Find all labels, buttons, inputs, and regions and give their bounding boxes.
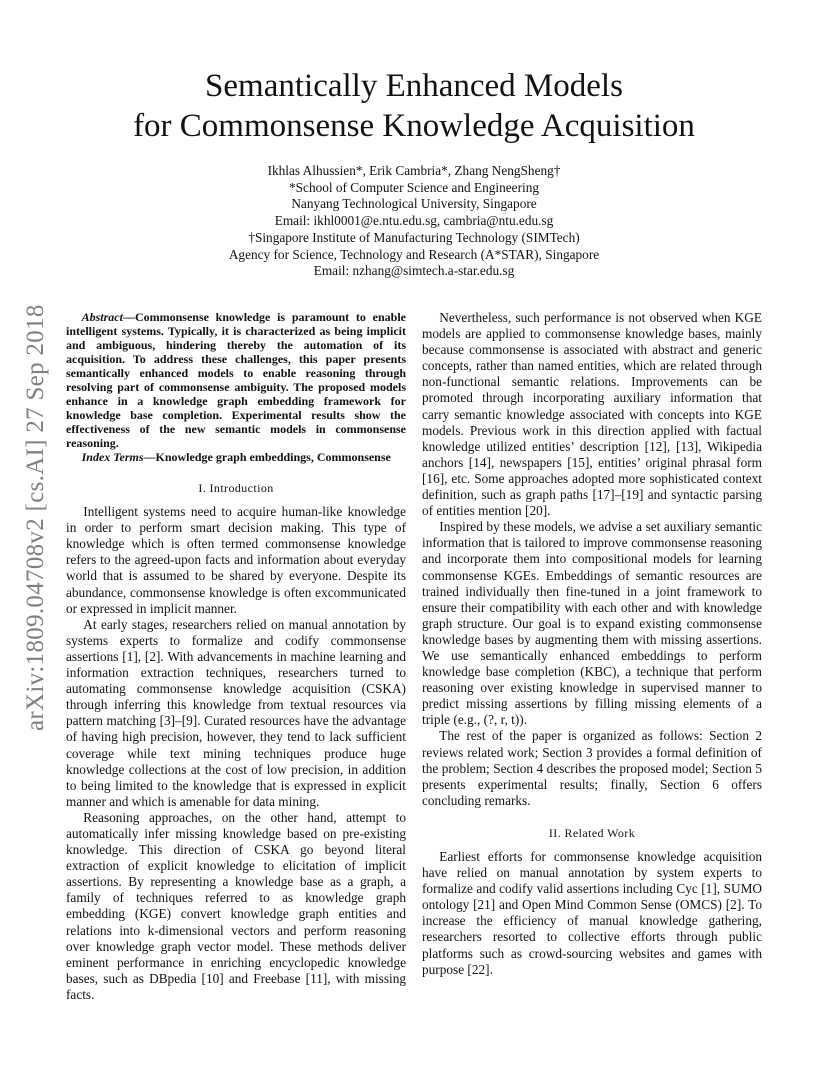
- paragraph: At early stages, researchers relied on manual annotation by systems experts to formalize and codify commonsense assertions [1], [2]. With advancements in machine learning and information extraction techniques, researchers turned to automating commonsense knowledge acquisition (CSKA) through inferring this knowledge from textual resources via pattern matching [3]–[9]. Curated resources have the advantage of having high precision, however, they tend to lack sufficient coverage while text mining techniques produce huge knowledge collections at the cost of low precision, in addition to being limited to the knowledge that is expressed in explicit manner and which is amenable for data mining.: [66, 616, 406, 809]
- email-1: Email: ikhl0001@e.ntu.edu.sg, cambria@ntu.edu.sg: [274, 213, 554, 229]
- author-block: [60, 163, 768, 280]
- paper-title: [60, 66, 768, 146]
- title-line-1: Semantically Enhanced Models: [205, 68, 623, 104]
- right-column: [422, 310, 762, 978]
- abstract-text: —Commonsense knowledge is paramount to enable intelligent systems. Typically, it is characterized as being implicit and ambiguous, hindering thereby the automation of its acquisition. To address these challenges, this paper presents semantically enhanced models to enable reasoning through resolving part of commonsense ambiguity. The proposed models enhance in a knowledge graph embedding framework for knowledge base completion. Experimental results show the effectiveness of the new semantic models in commonsense reasoning.: [66, 310, 406, 450]
- affiliation-1: *School of Computer Science and Engineering: [289, 179, 539, 195]
- index-terms-label: Index Terms: [81, 450, 144, 464]
- left-column: [66, 310, 406, 1003]
- section-heading-introduction: I. Introduction: [198, 481, 274, 495]
- paragraph: Intelligent systems need to acquire human-like knowledge in order to perform smart decision making. This type of knowledge which is often termed commonsense knowledge refers to the agreed-upon facts and information about everyday world that is assumed to be shared by everyone. Despite its abundance, commonsense knowledge is often excommunicated or expressed in implicit manner.: [66, 504, 406, 616]
- affiliation-4: Agency for Science, Technology and Research (A*STAR), Singapore: [228, 246, 600, 262]
- title-line-2: for Commonsense Knowledge Acquisition: [133, 108, 695, 144]
- abstract-label: Abstract: [81, 310, 123, 324]
- paragraph: The rest of the paper is organized as follows: Section 2 reviews related work; Section 3 provides a formal definition of the problem; Section 4 describes the proposed model; Section 5 presents experimental results; finally, Section 6 offers concluding remarks.: [422, 728, 762, 808]
- index-terms-text: —Knowledge graph embeddings, Commonsense: [143, 450, 391, 464]
- paragraph: Inspired by these models, we advise a set auxiliary semantic information that is tailored to improve commonsense reasoning and incorporate them into compositional models for learning commonsense KGEs. Embeddings of semantic resources are trained individually then fine-tuned in a joint framework to ensure their compatibility with each other and with knowledge graph structure. Our goal is to expand existing commonsense knowledge bases by augmenting them with missing assertions. We use semantically enhanced embeddings to perform knowledge base completion (KBC), a technique that perform reasoning over existing knowledge in supervised manner to predict missing assertions by filling missing elements of a triple (e.g., (?, r, t)).: [422, 519, 762, 728]
- affiliation-3: †Singapore Institute of Manufacturing Technology (SIMTech): [248, 229, 580, 245]
- author-names: Ikhlas Alhussien*, Erik Cambria*, Zhang NengSheng†: [267, 163, 561, 178]
- affiliation-2: Nanyang Technological University, Singapore: [291, 196, 537, 212]
- section-heading-related-work: II. Related Work: [548, 825, 636, 840]
- paragraph: Earliest efforts for commonsense knowledge acquisition have relied on manual annotation by system experts to formalize and codify valid assertions including Cyc [1], SUMO ontology [21] and Open Mind Common Sense (OMCS) [2]. To increase the efficiency of manual knowledge gathering, researchers resorted to collective efforts through public platforms such as crowd-sourcing websites and games with purpose [22].: [422, 849, 762, 977]
- abstract: [66, 310, 406, 450]
- arxiv-stamp: arXiv:1809.04708v2 [cs.AI] 27 Sep 2018: [22, 304, 49, 731]
- paragraph: Nevertheless, such performance is not observed when KGE models are applied to commonsense knowledge bases, mainly because commonsense is associated with abstract and generic concepts, rather than named entities, which are related through non-functional semantic relations. Improvements can be promoted through incorporating auxiliary information that carry semantic knowledge associated with concepts into KGE models. Previous work in this direction applied with factual knowledge utilized entities’ description [12], [13], Wikipedia anchors [14], newspapers [15], entities’ original phrasal form [16], etc. Some approaches adopted more sophisticated context definition, such as graph paths [17]–[19] and syntactic parsing of entities mention [20].: [422, 310, 762, 519]
- index-terms: [66, 450, 406, 464]
- email-2: Email: nzhang@simtech.a-star.edu.sg: [313, 263, 515, 279]
- paragraph: Reasoning approaches, on the other hand, attempt to automatically infer missing knowledge based on pre-existing knowledge. This direction of CSKA go beyond literal extraction of explicit knowledge to elicitation of implicit assertions. By representing a knowledge base as a graph, a family of techniques referred to as knowledge graph embedding (KGE) convert knowledge graph entities and relations into k-dimensional vectors and perform reasoning over knowledge graph vector model. These methods deliver eminent performance in enriching encyclopedic knowledge bases, such as DBpedia [10] and Freebase [11], with missing facts.: [66, 809, 406, 1002]
